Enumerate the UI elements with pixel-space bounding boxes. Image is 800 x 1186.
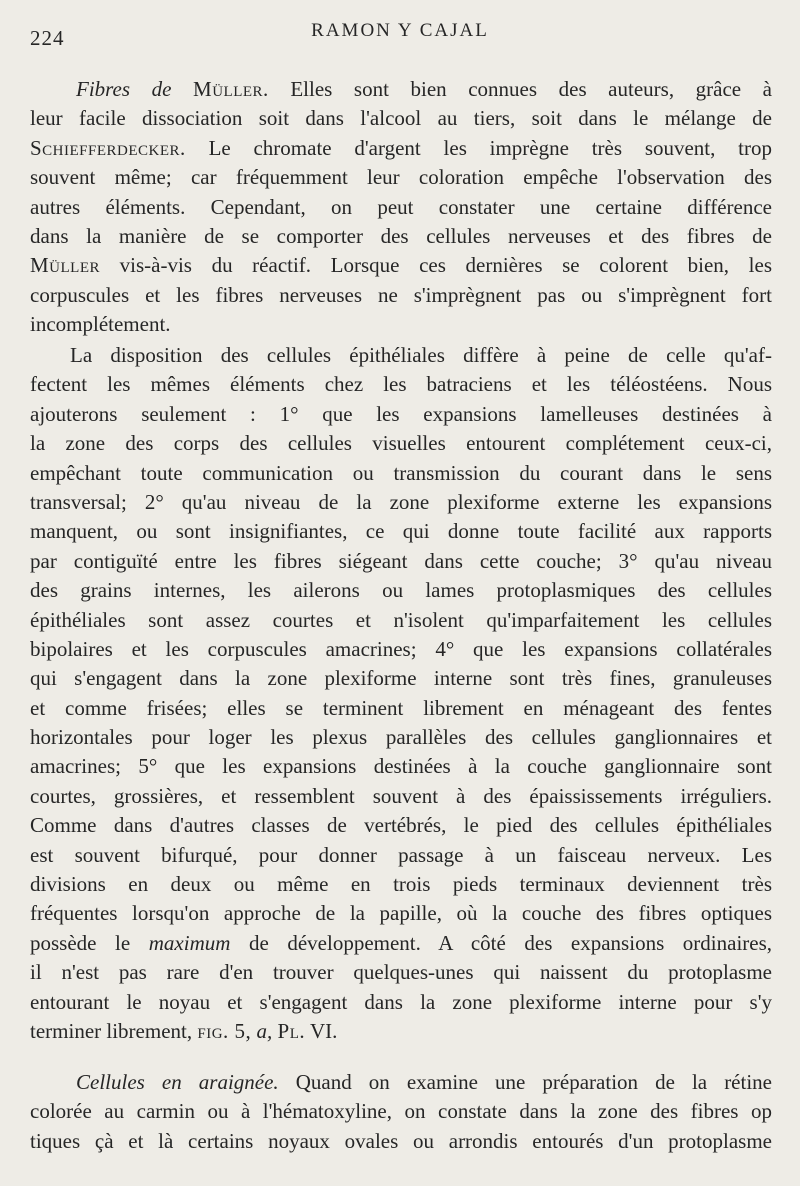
author-name: Müller. xyxy=(193,77,269,101)
text-line: la zone des corps des cellules visuelles entourent complétement ceux-ci, xyxy=(30,431,772,456)
text-line: La disposition des cellules épithéliales diffère à peine de celle qu'af- xyxy=(70,343,772,367)
text-line: horizontales pour loger les plexus parallèles des cellules ganglionnaires et xyxy=(30,725,772,750)
text-line: souvent même; car fréquemment leur coloration empêche l'observation des xyxy=(30,165,772,190)
section-title: Fibres de xyxy=(76,77,172,101)
text-line: incomplétement. xyxy=(30,312,171,337)
text-line: ajouterons seulement : 1° que les expansions lamelleuses destinées à xyxy=(30,401,772,426)
text-line: épithéliales sont assez courtes et n'isolent qu'imparfaitement les cellules xyxy=(30,607,772,632)
text-line: dans la manière de se comporter des cellules nerveuses et des fibres de xyxy=(30,223,772,248)
text-line: fréquentes lorsqu'on approche de la papille, où la couche des fibres optiques xyxy=(30,901,772,926)
author-name: Müller xyxy=(30,253,100,278)
text-line: Schiefferdecker. Le chromate d'argent les imprègne très souvent, trop xyxy=(30,135,772,160)
text-line: terminer librement, fig. 5, a, Pl. VI. xyxy=(30,1018,338,1043)
text-line: autres éléments. Cependant, on peut constater une certaine différence xyxy=(30,194,772,219)
text-line: il n'est pas rare d'en trouver quelques-unes qui naissent du protoplasme xyxy=(30,960,772,985)
text-line: qui s'engagent dans la zone plexiforme interne sont très fines, granuleuses xyxy=(30,666,772,691)
text-line: colorée au carmin ou à l'hématoxyline, on constate dans la zone des fibres op xyxy=(30,1099,772,1124)
text-line: des grains internes, les ailerons ou lames protoplasmiques des cellules xyxy=(30,578,772,603)
text-line: courtes, grossières, et ressemblent souvent à des épaississements irréguliers. xyxy=(30,783,772,808)
emphasis: maximum xyxy=(148,930,231,955)
text-line: transversal; 2° qu'au niveau de la zone plexiforme externe les expansions xyxy=(30,489,772,514)
figure-reference: fig. 5, xyxy=(197,1018,252,1043)
text-line: Cellules en araignée. Quand on examine une préparation de la rétine xyxy=(76,1070,772,1094)
text-line: corpuscules et les fibres nerveuses ne s'imprègnent pas ou s'imprègnent fort xyxy=(30,282,772,307)
paragraph-cellules-en-araignee xyxy=(30,1068,772,1156)
text-line: est souvent bifurqué, pour donner passage à un faisceau nerveux. Les xyxy=(30,842,772,867)
plate-reference: Pl. xyxy=(277,1018,306,1043)
running-head: RAMON Y CAJAL xyxy=(311,20,489,41)
author-name: Schiefferdecker. xyxy=(30,135,186,160)
paragraph-fibres-de-muller xyxy=(30,75,772,340)
text-line: fectent les mêmes éléments chez les batraciens et les téléostéens. Nous xyxy=(30,372,772,397)
page-number: 224 xyxy=(30,26,65,50)
text-line: entourant le noyau et s'engagent dans la zone plexiforme interne pour s'y xyxy=(30,989,772,1014)
text-line: leur facile dissociation soit dans l'alcool au tiers, soit dans le mélange de xyxy=(30,106,772,131)
section-title: Cellules en araignée. xyxy=(76,1070,279,1094)
text-line: amacrines; 5° que les expansions destinées à la couche ganglionnaire sont xyxy=(30,754,772,779)
text-line: Fibres de Müller. Elles sont bien connues des auteurs, grâce à xyxy=(76,77,773,101)
page-header xyxy=(30,20,770,50)
text-line: empêchant toute communication ou transmission du courant dans le sens xyxy=(30,460,772,485)
paragraph-cellules-epitheliales xyxy=(30,341,772,1046)
text-line: bipolaires et les corpuscules amacrines; 4° que les expansions collatérales xyxy=(30,636,772,661)
text-line: Comme dans d'autres classes de vertébrés, le pied des cellules épithéliales xyxy=(30,813,772,838)
text-line: Müller vis-à-vis du réactif. Lorsque ces dernières se colorent bien, les xyxy=(30,253,772,278)
text-line: et comme frisées; elles se terminent librement en ménageant des fentes xyxy=(30,695,772,720)
text-line: divisions en deux ou même en trois pieds terminaux deviennent très xyxy=(30,872,772,897)
text-line: manquent, ou sont insignifiantes, ce qui donne toute facilité aux rapports xyxy=(30,519,772,544)
text-line: tiques çà et là certains noyaux ovales ou arrondis entourés d'un protoplasme xyxy=(30,1128,772,1153)
text-line: par contiguïté entre les fibres siégeant dans cette couche; 3° qu'au niveau xyxy=(30,548,772,573)
text-line: possède le maximum de développement. A côté des expansions ordinaires, xyxy=(30,930,773,955)
